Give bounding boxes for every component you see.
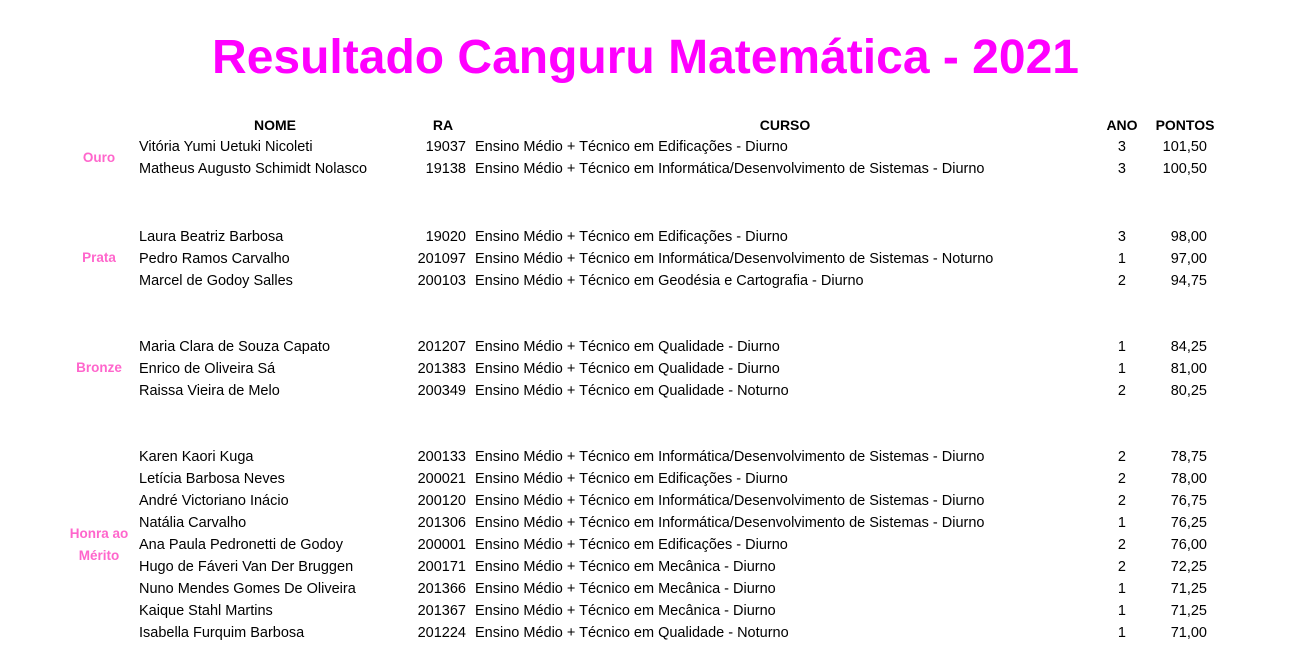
table-row: [0, 468, 1291, 490]
table-row: [0, 512, 1291, 534]
cell-ra: 200349: [417, 383, 466, 399]
cell-ra: 201097: [417, 251, 466, 267]
cell-ano: 1: [1117, 339, 1126, 355]
cell-ano: 2: [1117, 493, 1126, 509]
cell-pontos: 71,25: [1170, 603, 1207, 619]
cell-curso: Ensino Médio + Técnico em Informática/Desenvolvimento de Sistemas - Diurno: [475, 449, 985, 465]
cell-ano: 2: [1117, 383, 1126, 399]
cell-curso: Ensino Médio + Técnico em Geodésia e Cartografia - Diurno: [475, 273, 864, 289]
cell-nome: Laura Beatriz Barbosa: [139, 229, 284, 245]
cell-ra: 200133: [417, 449, 466, 465]
cell-pontos: 78,75: [1170, 449, 1207, 465]
cell-curso: Ensino Médio + Técnico em Edificações - Diurno: [475, 537, 788, 553]
cell-curso: Ensino Médio + Técnico em Edificações - Diurno: [475, 139, 788, 155]
cell-nome: Raissa Vieira de Melo: [139, 383, 280, 399]
cell-pontos: 71,25: [1170, 581, 1207, 597]
cell-ra: 201383: [417, 361, 466, 377]
table-row: [0, 446, 1291, 468]
cell-nome: Ana Paula Pedronetti de Godoy: [139, 537, 343, 553]
table-row: [0, 622, 1291, 644]
cell-pontos: 101,50: [1162, 139, 1207, 155]
cell-ano: 3: [1117, 229, 1126, 245]
medal-label-honra-line2: Mérito: [78, 548, 120, 563]
cell-pontos: 80,25: [1170, 383, 1207, 399]
table-row: [0, 336, 1291, 358]
cell-pontos: 98,00: [1170, 229, 1207, 245]
cell-ano: 2: [1117, 471, 1126, 487]
cell-ano: 2: [1117, 273, 1126, 289]
cell-ano: 3: [1117, 161, 1126, 177]
cell-ano: 1: [1117, 625, 1126, 641]
cell-pontos: 76,00: [1170, 537, 1207, 553]
cell-nome: Pedro Ramos Carvalho: [139, 251, 290, 267]
cell-ra: 19138: [425, 161, 466, 177]
table-row: [0, 136, 1291, 158]
cell-curso: Ensino Médio + Técnico em Mecânica - Diurno: [475, 559, 776, 575]
cell-ra: 200103: [417, 273, 466, 289]
cell-nome: Enrico de Oliveira Sá: [139, 361, 276, 377]
table-row: [0, 600, 1291, 622]
medal-label-ouro: Ouro: [82, 150, 116, 165]
cell-pontos: 81,00: [1170, 361, 1207, 377]
cell-curso: Ensino Médio + Técnico em Qualidade - Noturno: [475, 625, 789, 641]
cell-curso: Ensino Médio + Técnico em Qualidade - Diurno: [475, 339, 780, 355]
cell-ra: 201367: [417, 603, 466, 619]
cell-curso: Ensino Médio + Técnico em Mecânica - Diurno: [475, 603, 776, 619]
cell-ra: 200001: [417, 537, 466, 553]
header-pontos: PONTOS: [1155, 117, 1215, 133]
cell-nome: Isabella Furquim Barbosa: [139, 625, 305, 641]
cell-pontos: 84,25: [1170, 339, 1207, 355]
header-curso: CURSO: [759, 117, 811, 133]
cell-ano: 1: [1117, 361, 1126, 377]
cell-pontos: 76,25: [1170, 515, 1207, 531]
cell-ano: 2: [1117, 449, 1126, 465]
cell-ra: 201224: [417, 625, 466, 641]
cell-curso: Ensino Médio + Técnico em Qualidade - Noturno: [475, 383, 789, 399]
cell-curso: Ensino Médio + Técnico em Informática/Desenvolvimento de Sistemas - Diurno: [475, 493, 985, 509]
cell-pontos: 76,75: [1170, 493, 1207, 509]
table-row: [0, 380, 1291, 402]
cell-pontos: 72,25: [1170, 559, 1207, 575]
cell-nome: Vitória Yumi Uetuki Nicoleti: [139, 139, 313, 155]
medal-label-bronze: Bronze: [76, 360, 122, 375]
cell-pontos: 100,50: [1162, 161, 1207, 177]
cell-ano: 3: [1117, 139, 1126, 155]
cell-curso: Ensino Médio + Técnico em Qualidade - Diurno: [475, 361, 780, 377]
table-row: [0, 578, 1291, 600]
medal-label-honra-line1: Honra ao: [69, 526, 129, 541]
cell-ra: 201306: [417, 515, 466, 531]
header-ra: RA: [432, 117, 454, 133]
cell-ra: 19020: [425, 229, 466, 245]
cell-curso: Ensino Médio + Técnico em Edificações - Diurno: [475, 471, 788, 487]
medal-label-prata: Prata: [82, 250, 116, 265]
page-title: Resultado Canguru Matemática - 2021: [212, 31, 1079, 84]
table-row: [0, 534, 1291, 556]
cell-pontos: 97,00: [1170, 251, 1207, 267]
cell-nome: Matheus Augusto Schimidt Nolasco: [139, 161, 368, 177]
table-row: [0, 248, 1291, 270]
cell-ra: 201207: [417, 339, 466, 355]
table-row: [0, 270, 1291, 292]
cell-curso: Ensino Médio + Técnico em Informática/Desenvolvimento de Sistemas - Noturno: [475, 251, 994, 267]
cell-nome: Natália Carvalho: [139, 515, 247, 531]
cell-ra: 201366: [417, 581, 466, 597]
table-row: [0, 226, 1291, 248]
cell-nome: Karen Kaori Kuga: [139, 449, 254, 465]
cell-curso: Ensino Médio + Técnico em Edificações - Diurno: [475, 229, 788, 245]
cell-curso: Ensino Médio + Técnico em Mecânica - Diurno: [475, 581, 776, 597]
cell-pontos: 71,00: [1170, 625, 1207, 641]
cell-ano: 2: [1117, 559, 1126, 575]
cell-ano: 2: [1117, 537, 1126, 553]
table-row: [0, 158, 1291, 180]
cell-ano: 1: [1117, 251, 1126, 267]
cell-curso: Ensino Médio + Técnico em Informática/Desenvolvimento de Sistemas - Diurno: [475, 515, 985, 531]
cell-nome: Letícia Barbosa Neves: [139, 471, 285, 487]
cell-nome: Marcel de Godoy Salles: [139, 273, 293, 289]
cell-ra: 19037: [425, 139, 466, 155]
table-row: [0, 358, 1291, 380]
cell-pontos: 78,00: [1170, 471, 1207, 487]
cell-ra: 200021: [417, 471, 466, 487]
cell-ano: 1: [1117, 603, 1126, 619]
cell-ano: 1: [1117, 581, 1126, 597]
table-row: [0, 556, 1291, 578]
cell-curso: Ensino Médio + Técnico em Informática/Desenvolvimento de Sistemas - Diurno: [475, 161, 985, 177]
cell-nome: Kaique Stahl Martins: [139, 603, 273, 619]
header-nome: NOME: [254, 117, 296, 133]
cell-nome: Hugo de Fáveri Van Der Bruggen: [139, 559, 354, 575]
cell-nome: André Victoriano Inácio: [139, 493, 289, 509]
header-ano: ANO: [1106, 117, 1138, 133]
cell-ra: 200171: [417, 559, 466, 575]
cell-nome: Nuno Mendes Gomes De Oliveira: [139, 581, 356, 597]
table-row: [0, 490, 1291, 512]
cell-nome: Maria Clara de Souza Capato: [139, 339, 331, 355]
cell-pontos: 94,75: [1170, 273, 1207, 289]
cell-ra: 200120: [417, 493, 466, 509]
cell-ano: 1: [1117, 515, 1126, 531]
